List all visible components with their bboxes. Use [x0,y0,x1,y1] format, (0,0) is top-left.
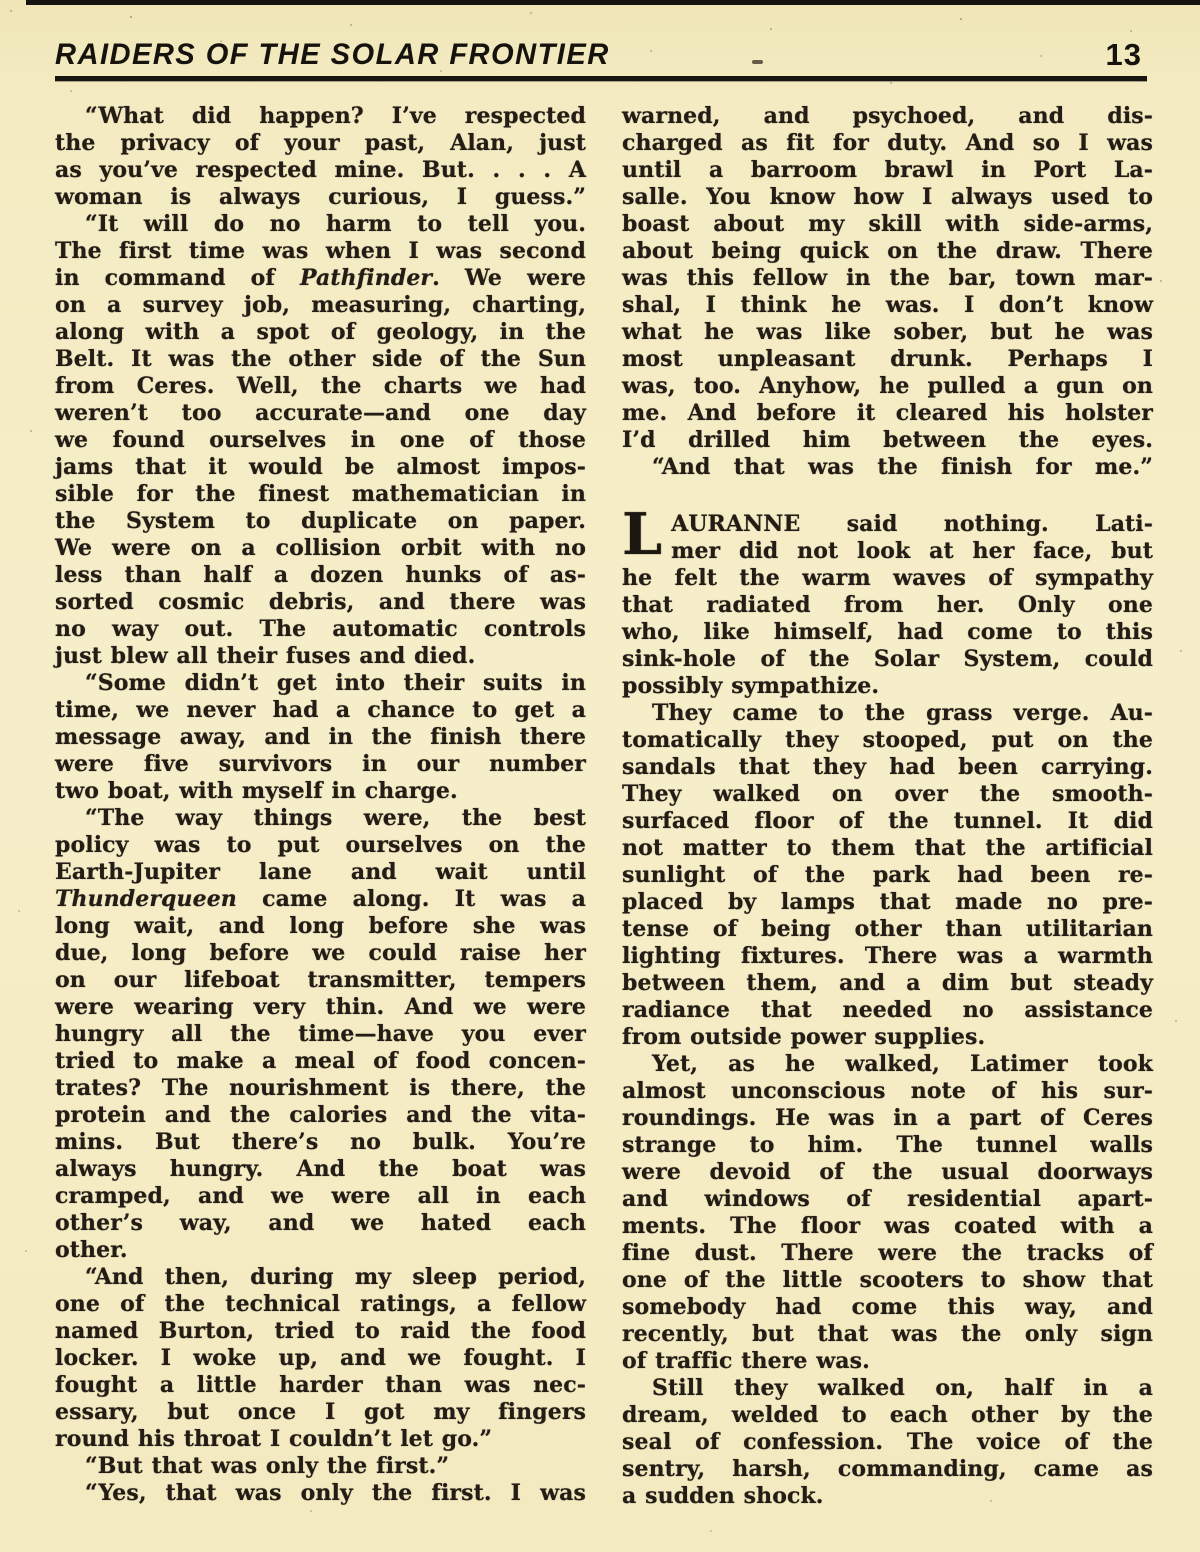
paragraph [622,1051,1153,1375]
running-head-title: RAIDERS OF THE SOLAR FRONTIER [55,38,610,71]
text-line: two boat, with myself in charge. [55,778,458,804]
text-line: Still they walked on, half in a [652,1375,1153,1401]
text-line: we found ourselves in one of those [55,427,586,453]
paragraph [622,700,1153,1051]
top-edge-line [26,0,1200,5]
text-line: charged as fit for duty. And so I was [622,130,1153,156]
text-line: radiance that needed no assistance [622,997,1153,1023]
text-line: round his throat I couldn’t let go.” [55,1426,493,1452]
paragraph [55,103,586,211]
text-line: no way out. The automatic controls [55,616,586,642]
text-line: “Some didn’t get into their suits in [85,670,586,696]
text-line: almost unconscious note of his sur- [622,1078,1153,1104]
text-line: the privacy of your past, Alan, just [55,130,586,156]
text-columns [55,103,1153,1510]
text-line: Belt. It was the other side of the Sun [55,346,586,372]
paragraph [622,454,1153,481]
text-line: sunlight of the park had been re- [622,862,1153,888]
text-line: locker. I woke up, and we fought. I [55,1345,586,1371]
header-rule [55,76,1147,81]
text-line: They walked on over the smooth- [622,781,1153,807]
text-line: warned, and psychoed, and dis- [622,103,1153,129]
text-line: mins. But there’s no bulk. You’re [55,1129,586,1155]
paragraph [55,1453,586,1480]
text-line: due, long before we could raise her [55,940,586,966]
text-line: strange to him. The tunnel walls [622,1132,1153,1158]
text-line: weren’t too accurate—and one day [55,400,586,426]
text-line: long wait, and long before she was [55,913,586,939]
text-line: “The way things were, the best [85,805,586,831]
text-line: named Burton, tried to raid the food [55,1318,586,1344]
text-line: sible for the finest mathematician in [55,481,586,507]
text-line: boast about my skill with side-arms, [622,211,1153,237]
text-line: somebody had come this way, and [622,1294,1153,1320]
scan-noise-overlay [10,10,12,12]
text-line: salle. You know how I always used to [622,184,1153,210]
paragraph [55,805,586,1264]
text-line: “What did happen? I’ve respected [85,103,586,129]
text-line: lighting fixtures. There was a warmth [622,943,1153,969]
paragraph [622,1375,1153,1510]
text-line: policy was to put ourselves on the [55,832,586,858]
text-line: other’s way, and we hated each [55,1210,586,1236]
paragraph [55,1264,586,1453]
text-line: They came to the grass verge. Au- [652,700,1153,726]
text-line: roundings. He was in a part of Ceres [622,1105,1153,1131]
text-line: time, we never had a chance to get a [55,697,586,723]
text-line: and windows of residential apart- [622,1186,1153,1212]
text-line: message away, and in the finish there [55,724,586,750]
text-line: most unpleasant drunk. Perhaps I [622,346,1153,372]
text-line: woman is always curious, I guess.” [55,184,586,210]
text-line: “It will do no harm to tell you. [85,211,586,237]
text-line: on our lifeboat transmitter, tempers [55,967,586,993]
text-line: recently, but that was the only sign [622,1321,1153,1347]
text-line: mer did not look at her face, but [671,538,1153,564]
text-line: a sudden shock. [622,1483,824,1509]
text-line: shal, I think he was. I don’t know [622,292,1153,318]
text-line: were devoid of the usual doorways [622,1159,1153,1185]
column-right [622,103,1153,1510]
text-line: one of the technical ratings, a fellow [55,1291,586,1317]
text-line: from outside power supplies. [622,1024,986,1050]
text-line: fine dust. There were the tracks of [622,1240,1153,1266]
text-line: just blew all their fuses and died. [55,643,476,669]
text-line: about being quick on the draw. There [622,238,1153,264]
text-line: of traffic there was. [622,1348,870,1374]
text-line: “Yes, that was only the first. I was [85,1480,586,1506]
page-header [55,36,1142,70]
text-line: he felt the warm waves of sympathy [622,565,1153,591]
text-line: were wearing very thin. And we were [55,994,586,1020]
paragraph [55,211,586,670]
text-line: always hungry. And the boat was [55,1156,586,1182]
text-line: tried to make a meal of food concen- [55,1048,586,1074]
text-line: on a survey job, measuring, charting, [55,292,586,318]
text-line: cramped, and we were all in each [55,1183,586,1209]
text-line: “But that was only the first.” [85,1453,450,1479]
text-line: hungry all the time—have you ever [55,1021,586,1047]
text-line: other. [55,1237,128,1263]
paragraph [55,670,586,805]
text-line: possibly sympathize. [622,673,880,699]
text-line: dream, welded to each other by the [622,1402,1153,1428]
text-line: along with a spot of geology, in the [55,319,586,345]
text-line: one of the little scooters to show that [622,1267,1153,1293]
text-line: sandals that they had been carrying. [622,754,1153,780]
text-line: who, like himself, had come to this [622,619,1153,645]
text-line: Earth-Jupiter lane and wait until [55,859,586,885]
text-line: seal of confession. The voice of the [622,1429,1153,1455]
paragraph [622,103,1153,454]
text-line: tomatically they stooped, put on the [622,727,1153,753]
text-line: as you’ve respected mine. But. . . . A [55,157,586,183]
text-line: protein and the calories and the vita- [55,1102,586,1128]
paragraph [622,501,1153,700]
column-left [55,103,586,1510]
text-line: Yet, as he walked, Latimer took [652,1051,1153,1077]
text-line: AURANNE said nothing. Lati- [671,511,1153,537]
text-line: tense of being other than utilitarian [622,916,1153,942]
text-line: what he was like sober, but he was [622,319,1153,345]
text-line: “And that was the finish for me.” [652,454,1153,480]
text-line: We were on a collision orbit with no [55,535,586,561]
text-line: in command of Pathfinder. We were [55,265,586,291]
text-line: fought a little harder than was nec- [55,1372,586,1398]
text-line: from Ceres. Well, the charts we had [55,373,586,399]
page-number: 13 [1105,37,1142,72]
text-line: ments. The floor was coated with a [622,1213,1153,1239]
text-line: was this fellow in the bar, town mar- [622,265,1153,291]
text-line: the System to duplicate on paper. [55,508,586,534]
text-line: me. And before it cleared his holster [622,400,1153,426]
scan-artifact-mark [752,60,763,64]
text-line: that radiated from her. Only one [622,592,1153,618]
text-line: “And then, during my sleep period, [85,1264,586,1290]
text-line: between them, and a dim but steady [622,970,1153,996]
text-line: essary, but once I got my fingers [55,1399,586,1425]
text-line: until a barroom brawl in Port La- [622,157,1153,183]
text-line: trates? The nourishment is there, the [55,1075,586,1101]
text-line: less than half a dozen hunks of as- [55,562,586,588]
text-line: sink-hole of the Solar System, could [622,646,1153,672]
text-line: surfaced floor of the tunnel. It did [622,808,1153,834]
text-line: not matter to them that the artificial [622,835,1153,861]
text-line: was, too. Anyhow, he pulled a gun on [622,373,1153,399]
text-line: sentry, harsh, commanding, came as [622,1456,1153,1482]
text-line: I’d drilled him between the eyes. [622,427,1153,453]
text-line: sorted cosmic debris, and there was [55,589,586,615]
text-line: were five survivors in our number [55,751,586,777]
text-line: jams that it would be almost impos- [55,454,586,480]
text-line: Thunderqueen came along. It was a [55,886,586,912]
text-line: placed by lamps that made no pre- [622,889,1153,915]
drop-cap: L [622,501,663,568]
paragraph [55,1480,586,1507]
text-line: The first time was when I was second [55,238,586,264]
